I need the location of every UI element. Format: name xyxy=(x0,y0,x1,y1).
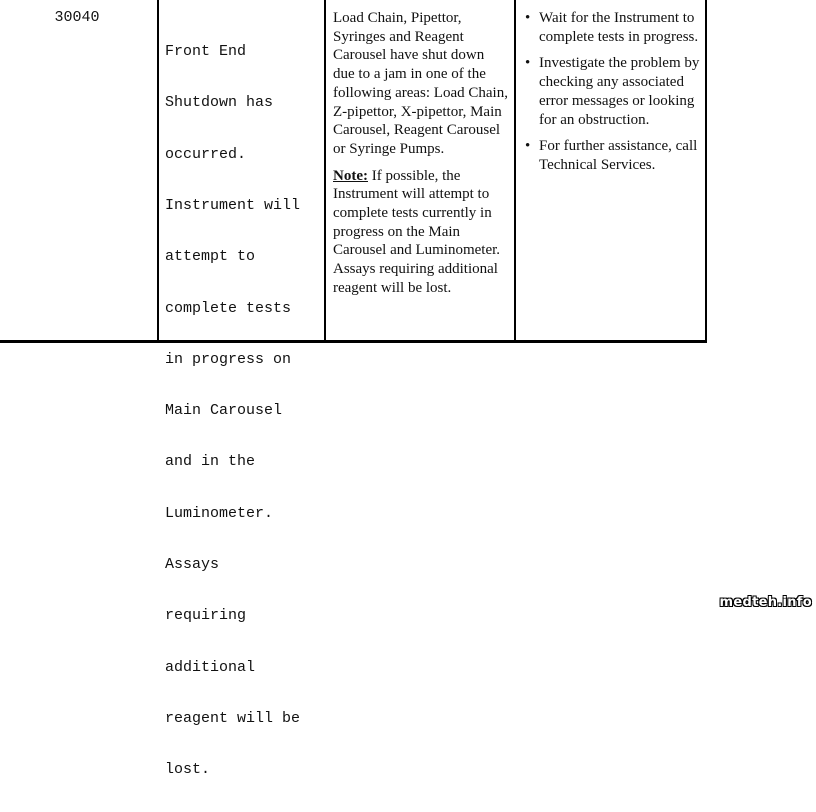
message-line: Luminometer. xyxy=(165,504,274,522)
message-line: requiring xyxy=(165,607,247,625)
action-item: • For further assistance, call Technical Services. xyxy=(525,138,698,173)
cause-note xyxy=(333,167,508,298)
probable-cause xyxy=(333,9,508,306)
message-line: and in the xyxy=(165,453,256,471)
column-divider xyxy=(324,0,326,340)
message-line: additional xyxy=(165,658,256,676)
action-list xyxy=(523,9,701,175)
bullet-icon: • xyxy=(525,138,531,155)
column-divider xyxy=(514,0,516,340)
message-line: Assays xyxy=(165,556,220,573)
note-label: Note: xyxy=(333,167,368,184)
message-line: in progress on xyxy=(165,350,292,368)
message-line: Instrument will xyxy=(165,197,301,215)
column-divider xyxy=(157,0,159,340)
message-line: Shutdown has xyxy=(165,94,274,112)
message-line: Front End xyxy=(165,43,247,61)
action-item: • Investigate the problem by checking any associated error messages or looking for an obstruction. xyxy=(525,55,700,128)
message-line: Main Carousel xyxy=(165,402,283,420)
action-item: • Wait for the Instrument to complete tests in progress. xyxy=(525,10,699,45)
message-line: lost. xyxy=(165,761,211,779)
message-line: reagent will be xyxy=(165,709,301,727)
error-message xyxy=(165,9,320,812)
message-line: complete tests xyxy=(165,299,292,317)
message-line: occurred. xyxy=(165,145,247,163)
bullet-icon: • xyxy=(525,55,531,72)
error-code: 30040 xyxy=(54,9,100,26)
cause-text: Load Chain, Pipettor, Syringes and Reagent Carousel have shut down due to a jam in one of the following areas: Load Chain, Z-pipettor, X-pipettor, Main Carousel, Reagent Carousel or Syringe Pumps. xyxy=(333,10,508,157)
corrective-action xyxy=(523,9,701,183)
bullet-icon: • xyxy=(525,10,531,26)
watermark: medteh.info xyxy=(719,595,812,610)
note-text: If possible, the Instrument will attempt to complete tests currently in progress on the Main Carousel and Luminometer. Assays requiring additional reagent will be lost. xyxy=(333,167,501,296)
message-line: attempt to xyxy=(165,248,256,266)
